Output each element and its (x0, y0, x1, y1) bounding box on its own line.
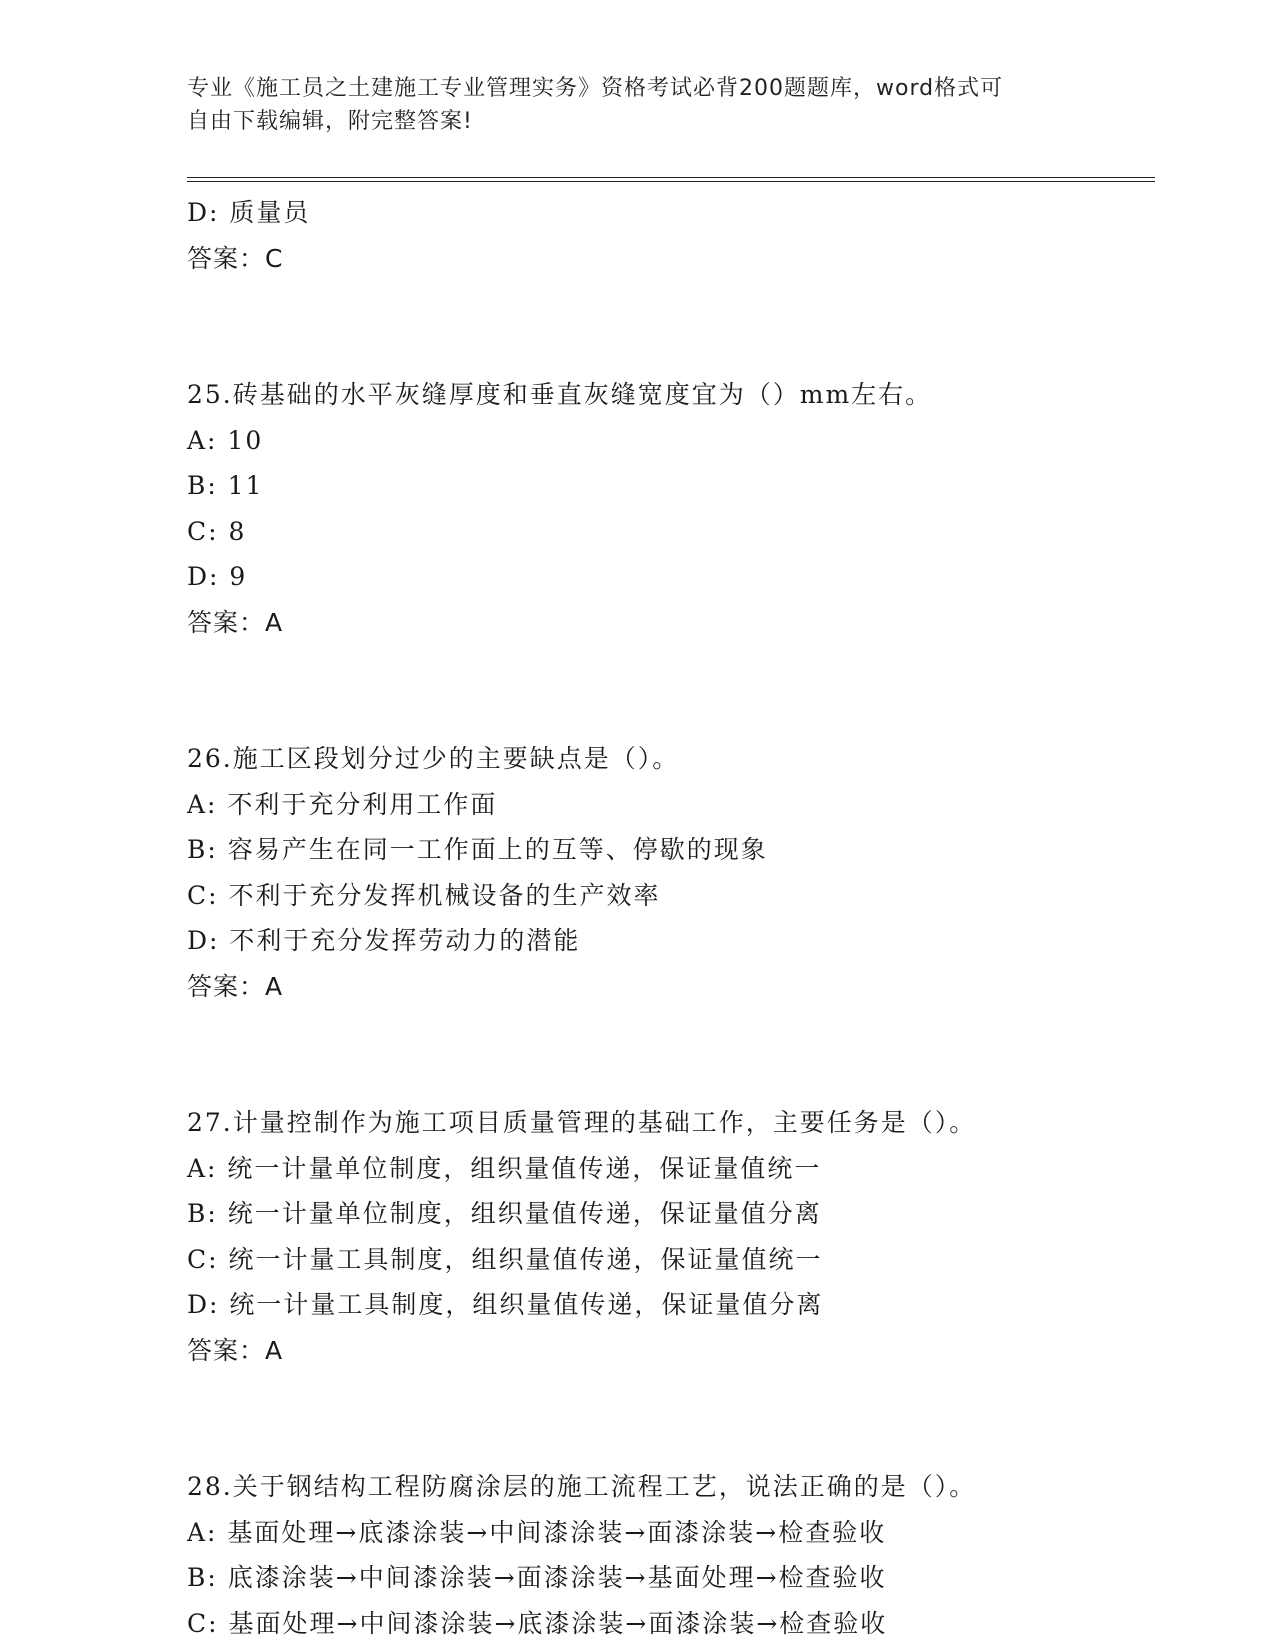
header-divider (187, 177, 1155, 182)
answer: 答案：A (187, 971, 284, 1001)
question-26 (187, 736, 1155, 1009)
answer: 答案：A (187, 607, 284, 637)
option-a: A: 基面处理→底漆涂装→中间漆涂装→面漆涂装→检查验收 (187, 1517, 887, 1547)
header-line-1: 专业《施工员之土建施工专业管理实务》资格考试必背200题题库，word格式可 (187, 76, 1004, 101)
option-c: C: 不利于充分发挥机械设备的生产效率 (187, 880, 661, 910)
option-a: A: 统一计量单位制度，组织量值传递，保证量值统一 (187, 1153, 822, 1183)
question-25 (187, 372, 1155, 645)
question-title: 28.关于钢结构工程防腐涂层的施工流程工艺，说法正确的是（）。 (187, 1472, 977, 1501)
option-d: D: 不利于充分发挥劳动力的潜能 (187, 926, 581, 955)
question-list (187, 190, 1155, 1646)
option-c: C: 8 (187, 516, 247, 546)
answer: 答案：C (187, 243, 284, 273)
answer: 答案：A (187, 1335, 284, 1365)
option-b: B: 统一计量单位制度，组织量值传递，保证量值分离 (187, 1199, 822, 1228)
option-a: A: 10 (187, 425, 264, 455)
option-d: D: 质量员 (187, 198, 311, 227)
header-line-2: 自由下载编辑，附完整答案! (187, 109, 473, 134)
option-c: C: 基面处理→中间漆涂装→底漆涂装→面漆涂装→检查验收 (187, 1608, 888, 1638)
option-b: B: 11 (187, 471, 264, 500)
question-28 (187, 1464, 1155, 1646)
option-d: D: 统一计量工具制度，组织量值传递，保证量值分离 (187, 1290, 824, 1319)
option-a: A: 不利于充分利用工作面 (187, 789, 498, 819)
option-b: B: 底漆涂装→中间漆涂装→面漆涂装→基面处理→检查验收 (187, 1563, 887, 1592)
question-title: 25.砖基础的水平灰缝厚度和垂直灰缝宽度宜为（）mm左右。 (187, 380, 933, 409)
option-d: D: 9 (187, 562, 248, 591)
question-title: 27.计量控制作为施工项目质量管理的基础工作，主要任务是（）。 (187, 1108, 977, 1137)
question-27 (187, 1100, 1155, 1373)
option-b: B: 容易产生在同一工作面上的互等、停歇的现象 (187, 835, 768, 864)
question-title: 26.施工区段划分过少的主要缺点是（）。 (187, 744, 680, 773)
option-c: C: 统一计量工具制度，组织量值传递，保证量值统一 (187, 1244, 823, 1274)
page-header (187, 72, 1087, 138)
